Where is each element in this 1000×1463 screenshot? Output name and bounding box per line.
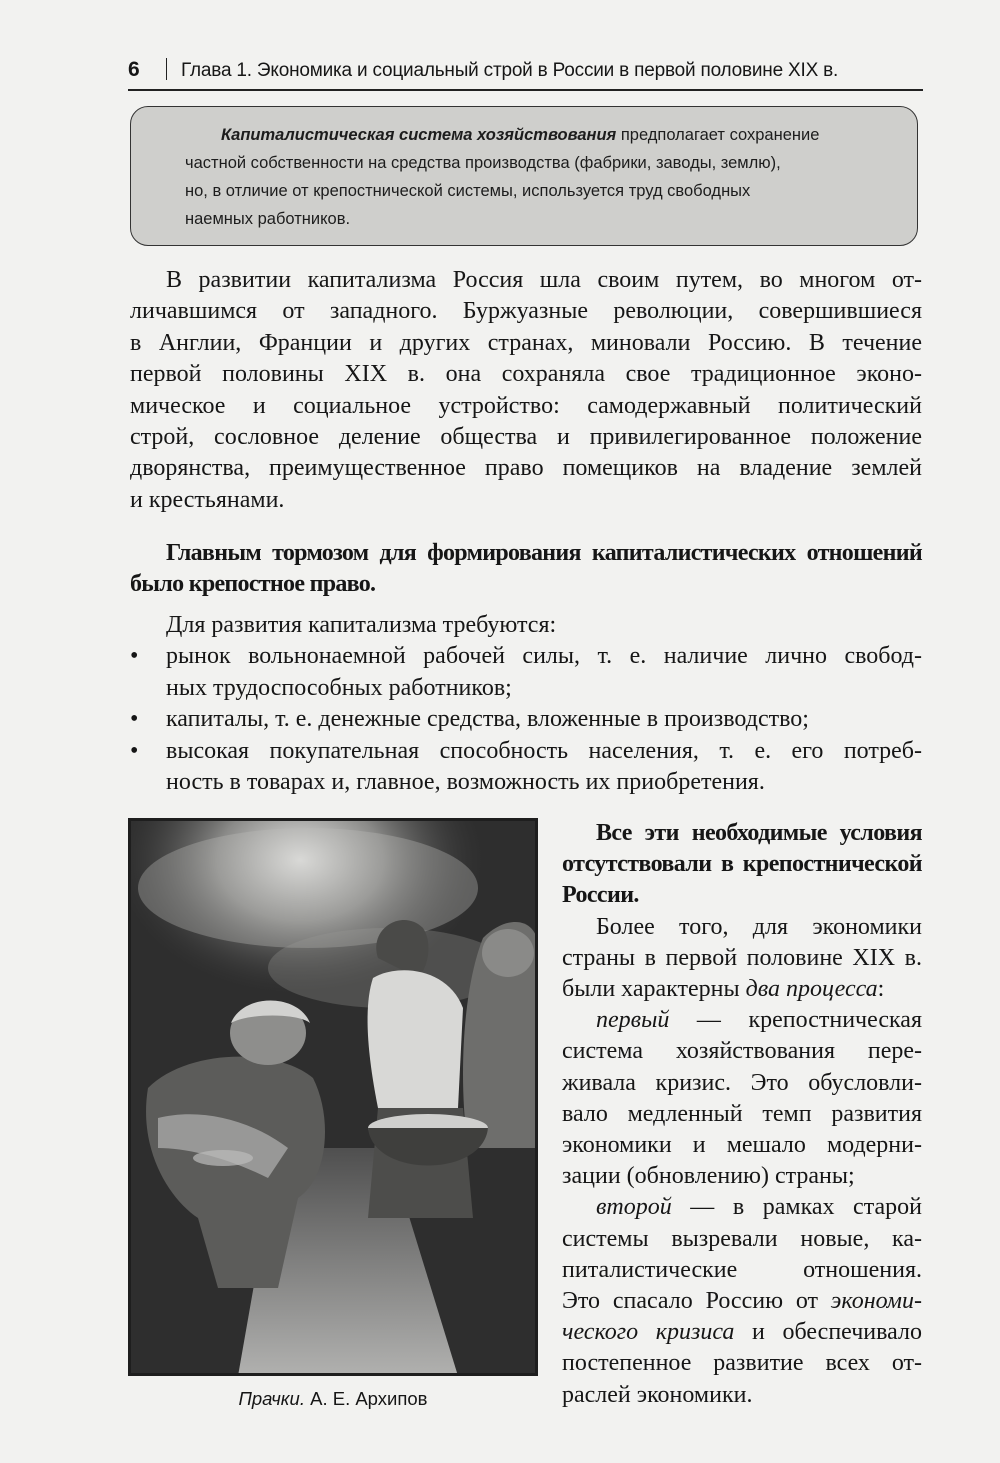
painting-laundresses — [128, 818, 538, 1376]
chapter-title: Глава 1. Экономика и социальный строй в России в первой половине XIX в. — [181, 60, 839, 81]
text-line: первый — крепостническая — [596, 1007, 922, 1034]
list-item: • высокая покупательная способность населения, т. е. его потреб- — [130, 736, 922, 767]
text-line: система хозяйствования пере- — [562, 1038, 922, 1065]
text-line: строй, сословное деление общества и привилегированное положение — [130, 424, 922, 451]
list-intro: Для развития капитализма требуются: — [166, 612, 557, 638]
text-line: и крестьянами. — [130, 486, 285, 513]
definition-line: наемных работников. — [185, 210, 351, 228]
text-line: зации (обновлению) страны; — [562, 1163, 855, 1190]
text-line: личавшимся от западного. Буржуазные революции, совершившиеся — [130, 298, 922, 325]
text-line: Более того, для экономики — [596, 913, 922, 940]
paragraph-capitalism-path — [130, 265, 922, 516]
caption-author: А. Е. Архипов — [304, 1388, 428, 1409]
painting-caption — [128, 1388, 538, 1410]
header-rule — [128, 89, 923, 91]
bullet-icon: • — [130, 737, 139, 764]
text-line: было крепостное право. — [130, 571, 376, 598]
header-divider — [166, 58, 167, 80]
definition-term: Капиталистическая система хозяйствования — [221, 126, 617, 144]
paragraph-serfdom-brake — [130, 538, 922, 601]
text-line: первой половины XIX в. она сохраняла свое традиционное эконо- — [130, 361, 922, 388]
text-line: в Англии, Франции и других странах, миновали Россию. В течение — [130, 329, 922, 356]
text-line: питалистические отношения. — [562, 1256, 922, 1283]
text-line: постепенное развитие всех от- — [562, 1350, 922, 1377]
bullet-icon: • — [130, 643, 139, 670]
text-line: вало медленный темп развития — [562, 1100, 922, 1127]
painting-image — [128, 818, 538, 1376]
text-line: страны в первой половине XIX в. — [562, 944, 922, 971]
text-line: отсутствовали в крепостнической — [562, 851, 922, 878]
text-line: Все эти необходимые условия — [596, 820, 922, 846]
list-item-continuation: ных трудоспособных работников; — [166, 674, 512, 701]
caption-title: Прачки. — [238, 1388, 305, 1409]
text-line: экономики и мешало модерни- — [562, 1132, 922, 1159]
text-line: Это спасало Россию от экономи- — [562, 1288, 922, 1315]
list-item: • капиталы, т. е. денежные средства, вложенные в производство; — [130, 704, 922, 735]
right-column-text — [562, 818, 922, 1411]
list-item: • рынок вольнонаемной рабочей силы, т. е. наличие лично свобод- — [130, 641, 922, 672]
text-line: были характерны два процесса: — [562, 976, 885, 1003]
text-line: России. — [562, 882, 639, 909]
text-line: второй — в рамках старой — [596, 1194, 922, 1221]
definition-line: Капиталистическая система хозяйствования предполагает сохранение — [221, 126, 820, 144]
definition-line: частной собственности на средства производства (фабрики, заводы, землю), — [185, 154, 781, 172]
text-line: ческого кризиса и обеспечивало — [562, 1319, 923, 1346]
requirements-list — [130, 610, 922, 798]
text-line: системы вызревали новые, ка- — [562, 1225, 922, 1252]
page-number: 6 — [128, 58, 140, 81]
list-item-continuation: ность в товарах и, главное, возможность их приобретения. — [166, 769, 765, 796]
text-line: живала кризис. Это обусловли- — [562, 1069, 922, 1096]
text-line: В развитии капитализма Россия шла своим путем, во многом от- — [166, 267, 922, 293]
definition-box — [130, 106, 918, 246]
text-line: дворянства, преимущественное право помещиков на владение землей — [130, 455, 922, 482]
definition-line: но, в отличие от крепостнической системы, используется труд свободных — [185, 182, 751, 200]
running-header — [128, 54, 923, 82]
text-line: Главным тормозом для формирования капиталистических отношений — [166, 540, 922, 566]
text-line: раслей экономики. — [562, 1381, 753, 1408]
bullet-icon: • — [130, 706, 139, 733]
text-line: мическое и социальное устройство: самодержавный политический — [130, 392, 922, 419]
